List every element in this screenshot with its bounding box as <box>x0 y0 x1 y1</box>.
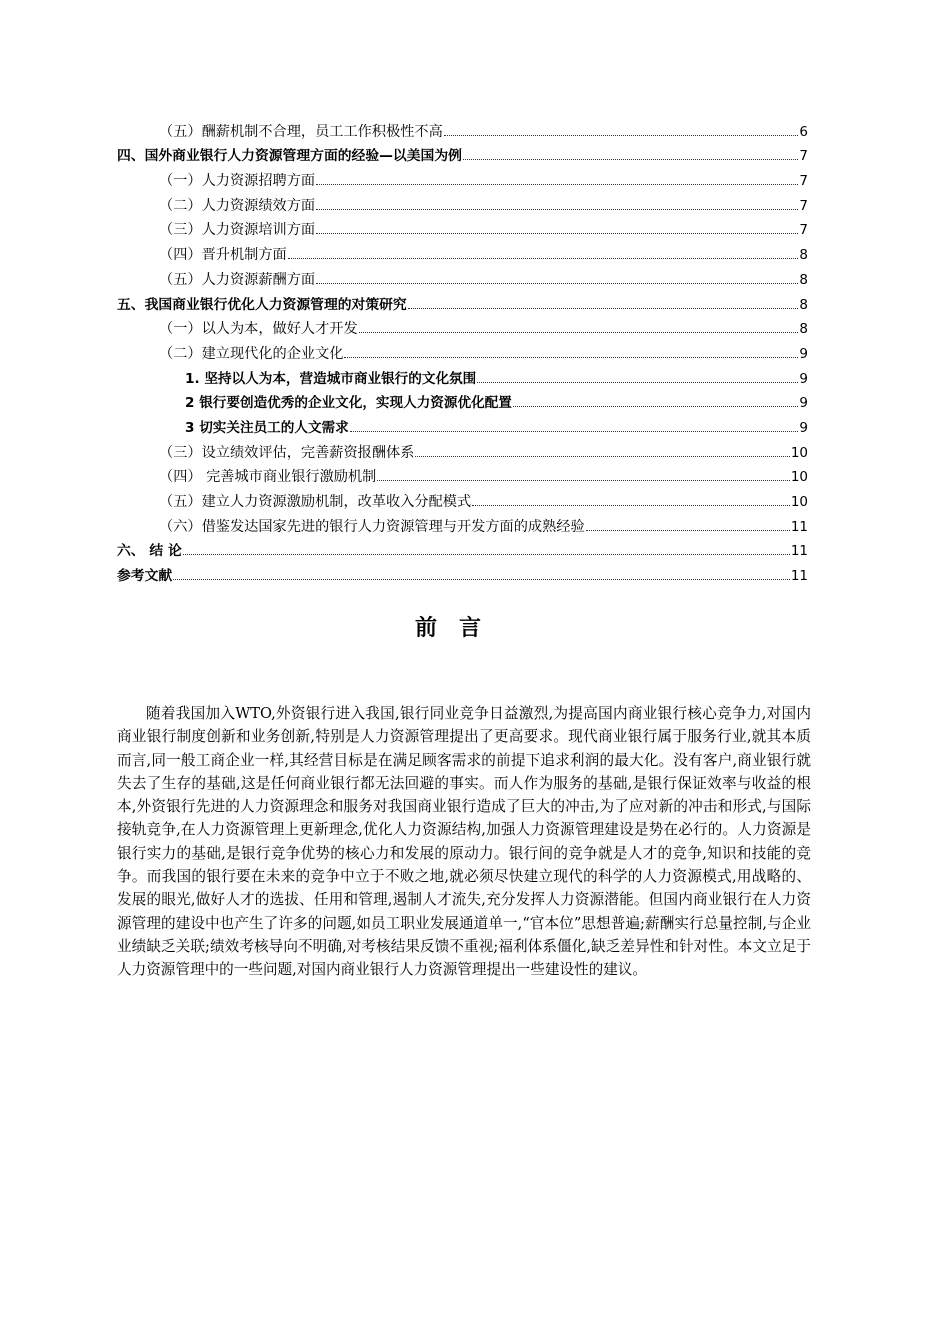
toc-entry[interactable] <box>117 289 808 314</box>
toc-entry-title: 五、我国商业银行优化人力资源管理的对策研究 <box>117 296 407 313</box>
toc-entry-title: （五）酬薪机制不合理，员工工作积极性不高 <box>159 123 443 140</box>
toc-page-number: 11 <box>790 568 808 585</box>
toc-entry-title: 参考文献 <box>117 568 173 585</box>
toc-page-number: 10 <box>790 444 808 461</box>
toc-leader-dots <box>415 456 789 457</box>
toc-leader-dots <box>463 159 798 160</box>
toc-entry-title: 1. 坚持以人为本，营造城市商业银行的文化氛围 <box>185 370 477 387</box>
toc-page-number: 7 <box>799 173 808 190</box>
toc-entry[interactable] <box>117 560 808 585</box>
toc-entry-title: 3 切实关注员工的人文需求 <box>185 419 349 436</box>
toc-entry[interactable] <box>117 264 808 289</box>
toc-entry[interactable] <box>117 314 808 339</box>
toc-page-number: 11 <box>790 543 808 560</box>
toc-leader-dots <box>350 431 799 432</box>
toc-leader-dots <box>316 184 798 185</box>
toc-entry[interactable] <box>117 536 808 561</box>
toc-entry-title: 四、国外商业银行人力资源管理方面的经验—以美国为例 <box>117 148 462 165</box>
toc-leader-dots <box>477 382 798 383</box>
toc-leader-dots <box>472 505 790 506</box>
toc-page-number: 9 <box>799 395 808 412</box>
toc-entry-title: 六、 结 论 <box>117 543 182 560</box>
toc-page-number: 9 <box>799 345 808 362</box>
toc-leader-dots <box>444 135 799 136</box>
toc-entry[interactable] <box>117 239 808 264</box>
toc-page-number: 7 <box>799 197 808 214</box>
toc-page-number: 7 <box>799 222 808 239</box>
toc-leader-dots <box>288 258 799 259</box>
preface-paragraph: 随着我国加入WTO,外资银行进入我国,银行同业竞争日益激烈,为提高国内商业银行核心竞争力,对国内商业银行制度创新和业务创新,特别是人力资源管理提出了更高要求。现代商业银行属于服务行业,就其本质而言,同一般工商企业一样,其经营目标是在满足顾客需求的前提下追求利润的最大化。没有客户,商业银行就失去了生存的基础,这是任何商业银行都无法回避的事实。而人作为服务的基础,是银行保证效率与收益的根本,外资银行先进的人力资源理念和服务对我国商业银行造成了巨大的冲击,为了应对新的冲击和形式,与国际接轨竞争,在人力资源管理上更新理念,优化人力资源结构,加强人力资源管理建设是势在必行的。人力资源是银行实力的基础,是银行竞争优势的核心力和发展的原动力。银行间的竞争就是人才的竞争,知识和技能的竞争。而我国的银行要在未来的竞争中立于不败之地,就必须尽快建立现代的科学的人力资源模式,用战略的、发展的眼光,做好人才的选拔、任用和管理,遏制人才流失,充分发挥人力资源潜能。但国内商业银行在人力资源管理的建设中也产生了许多的问题,如员工职业发展通道单一,“官本位”思想普遍;薪酬实行总量控制,与企业业绩缺乏关联;绩效考核导向不明确,对考核结果反馈不重视;福利体系僵化,缺乏差异性和针对性。本文立足于人力资源管理中的一些问题,对国内商业银行人力资源管理提出一些建设性的建议。 <box>117 705 811 979</box>
toc-page-number: 11 <box>790 518 808 535</box>
toc-entry[interactable] <box>117 462 808 487</box>
toc-leader-dots <box>344 357 798 358</box>
toc-entry-title: （一）以人为本，做好人才开发 <box>159 321 358 338</box>
toc-leader-dots <box>377 480 789 481</box>
toc-entry-title: （五）人力资源薪酬方面 <box>159 271 316 288</box>
toc-page-number: 8 <box>799 247 808 264</box>
toc-page-number: 10 <box>790 494 808 510</box>
toc-page-number: 8 <box>799 271 808 288</box>
toc-entry[interactable] <box>117 412 808 437</box>
toc-page-number: 6 <box>799 123 808 140</box>
toc-page-number: 10 <box>790 469 808 486</box>
toc-leader-dots <box>586 530 790 531</box>
toc-page-number: 9 <box>799 419 808 436</box>
toc-entry[interactable] <box>117 363 808 388</box>
toc-entry-title: （一）人力资源招聘方面 <box>159 173 316 190</box>
toc-entry-title: （三）设立绩效评估，完善薪资报酬体系 <box>159 444 415 461</box>
toc-entry-title: 2 银行要创造优秀的企业文化，实现人力资源优化配置 <box>185 395 512 412</box>
toc-entry[interactable] <box>117 141 808 166</box>
toc-leader-dots <box>359 332 799 333</box>
toc-entry[interactable] <box>117 215 808 240</box>
toc-entry-title: （二）人力资源绩效方面 <box>159 197 316 214</box>
toc-entry[interactable] <box>117 338 808 363</box>
toc-entry[interactable] <box>117 388 808 413</box>
toc-entry[interactable] <box>117 165 808 190</box>
table-of-contents <box>117 116 808 585</box>
toc-leader-dots <box>316 209 798 210</box>
preface-heading: 前言 <box>414 616 503 641</box>
toc-page-number: 7 <box>799 148 808 165</box>
toc-entry-title: （二）建立现代化的企业文化 <box>159 345 344 362</box>
toc-leader-dots <box>408 308 799 309</box>
toc-entry[interactable] <box>117 437 808 462</box>
toc-entry-title: （四）晋升机制方面 <box>159 247 287 264</box>
toc-leader-dots <box>316 283 798 284</box>
toc-page-number: 8 <box>799 296 808 313</box>
toc-entry[interactable] <box>117 486 808 511</box>
toc-entry-title: （三）人力资源培训方面 <box>159 222 316 239</box>
toc-leader-dots <box>513 406 799 407</box>
toc-leader-dots <box>183 554 790 555</box>
toc-entry-title: （五）建立人力资源激励机制，改革收入分配模式 <box>159 494 472 510</box>
toc-page-number: 8 <box>799 321 808 338</box>
toc-leader-dots <box>316 233 798 234</box>
toc-entry-title: （四） 完善城市商业银行激励机制 <box>159 469 377 486</box>
toc-entry[interactable] <box>117 190 808 215</box>
toc-leader-dots <box>173 579 790 580</box>
toc-entry-title: （六）借鉴发达国家先进的银行人力资源管理与开发方面的成熟经验 <box>159 518 585 535</box>
toc-page-number: 9 <box>799 370 808 387</box>
toc-entry[interactable] <box>117 116 808 141</box>
toc-entry[interactable] <box>117 511 808 536</box>
